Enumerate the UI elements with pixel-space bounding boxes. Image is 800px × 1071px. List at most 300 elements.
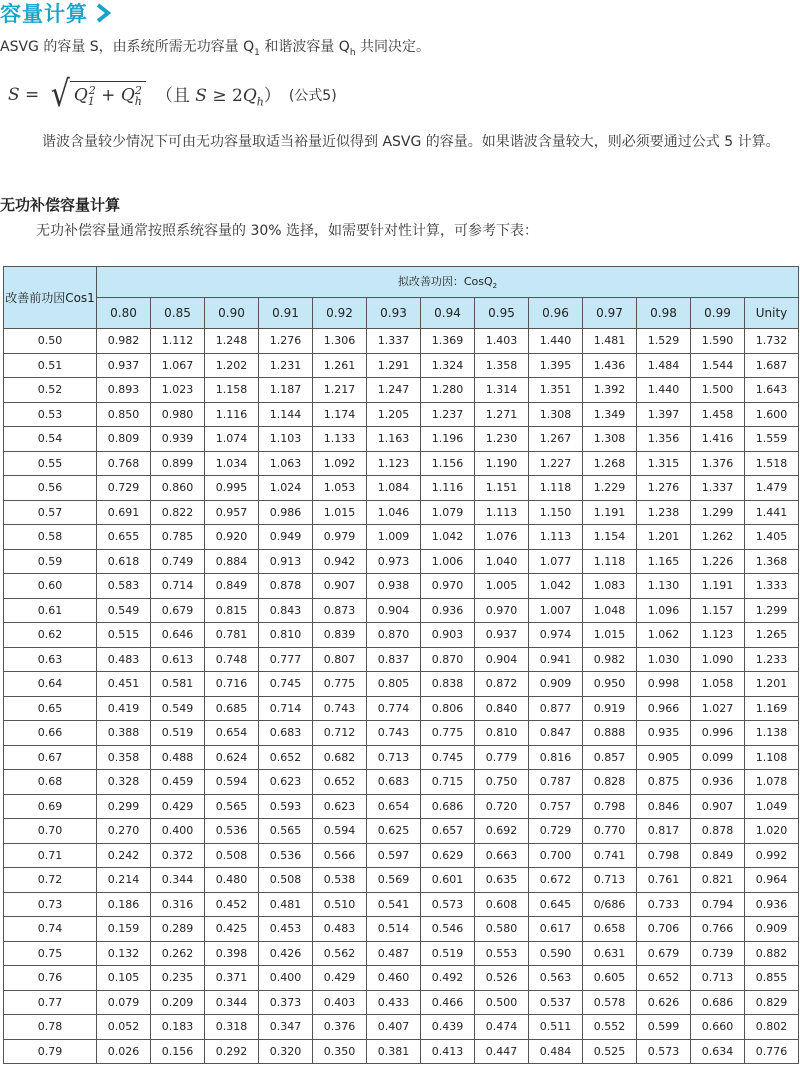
table-cell: 1.092 xyxy=(313,451,367,476)
table-cell: 0.569 xyxy=(367,868,421,893)
table-cell: 1.230 xyxy=(475,427,529,452)
square-root: √ $Q_1^2 + Q_h^2$ xyxy=(51,80,146,110)
table-cell: 1.333 xyxy=(745,574,799,599)
table-cell: 1.261 xyxy=(313,353,367,378)
section-heading xyxy=(0,0,112,26)
table-cell: 1.315 xyxy=(637,451,691,476)
table-cell: 0.525 xyxy=(583,1039,637,1064)
intro-sub-1: 1 xyxy=(254,47,260,58)
table-cell: 0.484 xyxy=(529,1039,583,1064)
table-cell: 0.519 xyxy=(151,721,205,746)
subsection-title: 无功补偿容量计算 xyxy=(0,196,121,214)
table-cell: 0.483 xyxy=(97,647,151,672)
table-cell: 0.381 xyxy=(367,1039,421,1064)
table-cell: 0.583 xyxy=(97,574,151,599)
row-power-factor: 0.57 xyxy=(4,500,97,525)
table-cell: 0.802 xyxy=(745,1015,799,1040)
table-cell: 1.027 xyxy=(691,696,745,721)
table-cell: 0.942 xyxy=(313,549,367,574)
table-cell: 0.373 xyxy=(259,990,313,1015)
table-cell: 0.909 xyxy=(529,672,583,697)
table-row xyxy=(4,1015,799,1040)
table-cell: 1.154 xyxy=(583,525,637,550)
table-cell: 1.150 xyxy=(529,500,583,525)
table-cell: 0.425 xyxy=(205,917,259,942)
table-cell: 1.544 xyxy=(691,353,745,378)
table-cell: 1.351 xyxy=(529,378,583,403)
table-cell: 1.042 xyxy=(529,574,583,599)
table-cell: 0.750 xyxy=(475,770,529,795)
table-cell: 0.950 xyxy=(583,672,637,697)
table-cell: 0.562 xyxy=(313,941,367,966)
table-cell: 0.242 xyxy=(97,843,151,868)
table-cell: 0.186 xyxy=(97,892,151,917)
table-cell: 0.679 xyxy=(637,941,691,966)
table-cell: 0/686 xyxy=(583,892,637,917)
table-cell: 1.308 xyxy=(583,427,637,452)
table-cell: 0.849 xyxy=(691,843,745,868)
table-cell: 1.049 xyxy=(745,794,799,819)
table-cell: 0.817 xyxy=(637,819,691,844)
table-cell: 0.328 xyxy=(97,770,151,795)
table-cell: 0.815 xyxy=(205,598,259,623)
table-cell: 0.672 xyxy=(529,868,583,893)
table-cell: 0.566 xyxy=(313,843,367,868)
table-cell: 0.995 xyxy=(205,476,259,501)
table-cell: 0.713 xyxy=(691,966,745,991)
table-cell: 1.077 xyxy=(529,549,583,574)
row-power-factor: 0.70 xyxy=(4,819,97,844)
row-power-factor: 0.59 xyxy=(4,549,97,574)
row-power-factor: 0.51 xyxy=(4,353,97,378)
table-row xyxy=(4,647,799,672)
table-row xyxy=(4,623,799,648)
row-power-factor: 0.62 xyxy=(4,623,97,648)
table-cell: 1.201 xyxy=(637,525,691,550)
table-cell: 1.248 xyxy=(205,329,259,354)
table-cell: 0.347 xyxy=(259,1015,313,1040)
table-cell: 0.565 xyxy=(205,794,259,819)
table-cell: 0.875 xyxy=(637,770,691,795)
table-cell: 0.745 xyxy=(259,672,313,697)
table-cell: 1.291 xyxy=(367,353,421,378)
row-power-factor: 0.50 xyxy=(4,329,97,354)
table-cell: 1.053 xyxy=(313,476,367,501)
table-cell: 0.785 xyxy=(151,525,205,550)
column-header: 0.95 xyxy=(475,298,529,329)
table-row xyxy=(4,329,799,354)
table-cell: 0.371 xyxy=(205,966,259,991)
table-cell: 0.519 xyxy=(421,941,475,966)
table-cell: 0.132 xyxy=(97,941,151,966)
table-cell: 0.745 xyxy=(421,745,475,770)
table-row xyxy=(4,770,799,795)
table-cell: 0.646 xyxy=(151,623,205,648)
table-cell: 0.937 xyxy=(475,623,529,648)
table-cell: 1.116 xyxy=(421,476,475,501)
table-cell: 0.289 xyxy=(151,917,205,942)
table-cell: 1.112 xyxy=(151,329,205,354)
table-cell: 0.358 xyxy=(97,745,151,770)
table-cell: 0.403 xyxy=(313,990,367,1015)
table-cell: 0.318 xyxy=(205,1015,259,1040)
table-cell: 0.743 xyxy=(367,721,421,746)
table-cell: 0.729 xyxy=(97,476,151,501)
table-cell: 1.368 xyxy=(745,549,799,574)
table-cell: 1.233 xyxy=(745,647,799,672)
table-cell: 1.518 xyxy=(745,451,799,476)
formula-tag: (公式5) xyxy=(288,88,337,104)
table-cell: 0.635 xyxy=(475,868,529,893)
table-cell: 0.429 xyxy=(313,966,367,991)
table-cell: 0.939 xyxy=(151,427,205,452)
table-row xyxy=(4,696,799,721)
table-cell: 1.190 xyxy=(475,451,529,476)
table-cell: 0.937 xyxy=(97,353,151,378)
table-cell: 1.441 xyxy=(745,500,799,525)
table-cell: 0.407 xyxy=(367,1015,421,1040)
table-cell: 0.843 xyxy=(259,598,313,623)
table-cell: 0.400 xyxy=(151,819,205,844)
table-cell: 1.238 xyxy=(637,500,691,525)
table-cell: 0.159 xyxy=(97,917,151,942)
table-cell: 0.913 xyxy=(259,549,313,574)
table-cell: 1.529 xyxy=(637,329,691,354)
table-cell: 0.549 xyxy=(97,598,151,623)
table-cell: 0.729 xyxy=(529,819,583,844)
table-cell: 0.419 xyxy=(97,696,151,721)
table-row xyxy=(4,598,799,623)
row-power-factor: 0.77 xyxy=(4,990,97,1015)
table-cell: 1.062 xyxy=(637,623,691,648)
row-power-factor: 0.67 xyxy=(4,745,97,770)
table-cell: 0.413 xyxy=(421,1039,475,1064)
column-header: Unity xyxy=(745,298,799,329)
table-cell: 1.337 xyxy=(691,476,745,501)
table-cell: 0.629 xyxy=(421,843,475,868)
table-cell: 0.870 xyxy=(367,623,421,648)
table-cell: 0.388 xyxy=(97,721,151,746)
table-body xyxy=(4,329,799,1064)
table-cell: 0.685 xyxy=(205,696,259,721)
table-cell: 0.654 xyxy=(367,794,421,819)
table-cell: 0.973 xyxy=(367,549,421,574)
table-cell: 1.299 xyxy=(745,598,799,623)
table-cell: 0.508 xyxy=(205,843,259,868)
table-cell: 0.350 xyxy=(313,1039,367,1064)
table-cell: 0.447 xyxy=(475,1039,529,1064)
table-cell: 0.936 xyxy=(421,598,475,623)
row-power-factor: 0.61 xyxy=(4,598,97,623)
table-cell: 0.920 xyxy=(205,525,259,550)
intro-post: 共同决定。 xyxy=(355,39,430,55)
table-cell: 0.839 xyxy=(313,623,367,648)
table-cell: 1.144 xyxy=(259,402,313,427)
table-row xyxy=(4,574,799,599)
table-cell: 0.996 xyxy=(691,721,745,746)
table-cell: 0.553 xyxy=(475,941,529,966)
row-power-factor: 0.63 xyxy=(4,647,97,672)
table-cell: 0.919 xyxy=(583,696,637,721)
table-cell: 0.156 xyxy=(151,1039,205,1064)
row-power-factor: 0.72 xyxy=(4,868,97,893)
table-cell: 1.130 xyxy=(637,574,691,599)
table-cell: 1.280 xyxy=(421,378,475,403)
table-cell: 0.657 xyxy=(421,819,475,844)
row-power-factor: 0.76 xyxy=(4,966,97,991)
table-cell: 0.209 xyxy=(151,990,205,1015)
table-cell: 0.599 xyxy=(637,1015,691,1040)
table-cell: 1.083 xyxy=(583,574,637,599)
table-cell: 0.966 xyxy=(637,696,691,721)
table-cell: 0.655 xyxy=(97,525,151,550)
table-cell: 0.809 xyxy=(97,427,151,452)
table-cell: 0.982 xyxy=(97,329,151,354)
table-cell: 1.138 xyxy=(745,721,799,746)
table-cell: 0.970 xyxy=(475,598,529,623)
table-cell: 0.452 xyxy=(205,892,259,917)
table-cell: 0.376 xyxy=(313,1015,367,1040)
table-cell: 0.720 xyxy=(475,794,529,819)
table-cell: 1.020 xyxy=(745,819,799,844)
table-cell: 0.426 xyxy=(259,941,313,966)
table-cell: 1.687 xyxy=(745,353,799,378)
table-cell: 0.787 xyxy=(529,770,583,795)
intro-mid: 和谐波容量 Q xyxy=(259,39,350,55)
table-cell: 0.538 xyxy=(313,868,367,893)
row-power-factor: 0.56 xyxy=(4,476,97,501)
chevron-right-icon xyxy=(94,3,112,23)
table-cell: 0.663 xyxy=(475,843,529,868)
table-row xyxy=(4,892,799,917)
table-cell: 0.873 xyxy=(313,598,367,623)
table-cell: 0.805 xyxy=(367,672,421,697)
table-cell: 0.882 xyxy=(745,941,799,966)
table-cell: 0.714 xyxy=(151,574,205,599)
table-cell: 0.320 xyxy=(259,1039,313,1064)
table-cell: 0.683 xyxy=(259,721,313,746)
table-cell: 0.850 xyxy=(97,402,151,427)
column-header: 0.80 xyxy=(97,298,151,329)
table-cell: 1.314 xyxy=(475,378,529,403)
table-cell: 1.058 xyxy=(691,672,745,697)
table-cell: 0.775 xyxy=(313,672,367,697)
table-row xyxy=(4,402,799,427)
table-cell: 0.549 xyxy=(151,696,205,721)
table-cell: 1.067 xyxy=(151,353,205,378)
table-row xyxy=(4,966,799,991)
table-row xyxy=(4,794,799,819)
table-cell: 0.536 xyxy=(205,819,259,844)
table-cell: 0.299 xyxy=(97,794,151,819)
table-cell: 1.500 xyxy=(691,378,745,403)
table-cell: 1.229 xyxy=(583,476,637,501)
table-cell: 0.777 xyxy=(259,647,313,672)
table-cell: 0.974 xyxy=(529,623,583,648)
table-cell: 0.781 xyxy=(205,623,259,648)
table-cell: 0.837 xyxy=(367,647,421,672)
table-cell: 0.878 xyxy=(259,574,313,599)
table-cell: 1.133 xyxy=(313,427,367,452)
table-cell: 1.276 xyxy=(259,329,313,354)
table-cell: 0.860 xyxy=(151,476,205,501)
table-cell: 1.337 xyxy=(367,329,421,354)
table-cell: 0.453 xyxy=(259,917,313,942)
table-cell: 1.306 xyxy=(313,329,367,354)
table-cell: 1.024 xyxy=(259,476,313,501)
row-power-factor: 0.71 xyxy=(4,843,97,868)
column-header: 0.97 xyxy=(583,298,637,329)
table-cell: 1.202 xyxy=(205,353,259,378)
table-cell: 0.846 xyxy=(637,794,691,819)
table-cell: 1.397 xyxy=(637,402,691,427)
table-cell: 1.349 xyxy=(583,402,637,427)
table-cell: 1.151 xyxy=(475,476,529,501)
table-cell: 1.369 xyxy=(421,329,475,354)
column-header: 0.93 xyxy=(367,298,421,329)
table-cell: 0.183 xyxy=(151,1015,205,1040)
table-cell: 0.700 xyxy=(529,843,583,868)
table-cell: 0.487 xyxy=(367,941,421,966)
table-cell: 0.235 xyxy=(151,966,205,991)
table-cell: 0.626 xyxy=(637,990,691,1015)
table-cell: 0.372 xyxy=(151,843,205,868)
group-header xyxy=(97,267,799,298)
table-cell: 1.484 xyxy=(637,353,691,378)
table-cell: 0.026 xyxy=(97,1039,151,1064)
table-cell: 0.798 xyxy=(637,843,691,868)
table-cell: 1.403 xyxy=(475,329,529,354)
table-row xyxy=(4,500,799,525)
table-cell: 0.816 xyxy=(529,745,583,770)
row-power-factor: 0.75 xyxy=(4,941,97,966)
paragraph-text: 谐波含量较少情况下可由无功容量取适当裕量近似得到 ASVG 的容量。如果谐波含量较大，则必须要通过公式 5 计算。 xyxy=(42,134,780,150)
table-cell: 0.775 xyxy=(421,721,475,746)
table-cell: 1.268 xyxy=(583,451,637,476)
table-cell: 0.905 xyxy=(637,745,691,770)
table-cell: 0.526 xyxy=(475,966,529,991)
table-cell: 0.712 xyxy=(313,721,367,746)
table-cell: 1.299 xyxy=(691,500,745,525)
table-cell: 1.046 xyxy=(367,500,421,525)
table-cell: 1.015 xyxy=(583,623,637,648)
table-cell: 0.761 xyxy=(637,868,691,893)
table-cell: 0.907 xyxy=(313,574,367,599)
table-cell: 1.416 xyxy=(691,427,745,452)
table-cell: 1.276 xyxy=(637,476,691,501)
column-header: 0.90 xyxy=(205,298,259,329)
table-cell: 0.748 xyxy=(205,647,259,672)
table-cell: 0.645 xyxy=(529,892,583,917)
column-header-row xyxy=(4,298,799,329)
table-cell: 0.594 xyxy=(313,819,367,844)
table-cell: 0.508 xyxy=(259,868,313,893)
column-header: 0.92 xyxy=(313,298,367,329)
table-cell: 0.500 xyxy=(475,990,529,1015)
table-cell: 0.481 xyxy=(259,892,313,917)
table-cell: 0.601 xyxy=(421,868,475,893)
table-cell: 1.079 xyxy=(421,500,475,525)
table-cell: 0.935 xyxy=(637,721,691,746)
table-cell: 0.909 xyxy=(745,917,799,942)
row-power-factor: 0.68 xyxy=(4,770,97,795)
table-cell: 1.395 xyxy=(529,353,583,378)
table-cell: 0.855 xyxy=(745,966,799,991)
table-cell: 1.187 xyxy=(259,378,313,403)
table-cell: 0.052 xyxy=(97,1015,151,1040)
table-cell: 1.226 xyxy=(691,549,745,574)
table-cell: 1.324 xyxy=(421,353,475,378)
table-cell: 0.105 xyxy=(97,966,151,991)
table-cell: 1.165 xyxy=(637,549,691,574)
table-cell: 0.552 xyxy=(583,1015,637,1040)
table-cell: 0.828 xyxy=(583,770,637,795)
table-cell: 0.578 xyxy=(583,990,637,1015)
table-cell: 1.090 xyxy=(691,647,745,672)
table-cell: 1.267 xyxy=(529,427,583,452)
table-cell: 1.009 xyxy=(367,525,421,550)
table-cell: 0.683 xyxy=(367,770,421,795)
intro-text xyxy=(0,36,430,58)
row-power-factor: 0.58 xyxy=(4,525,97,550)
table-cell: 0.872 xyxy=(475,672,529,697)
subsection-text: 无功补偿容量通常按照系统容量的 30% 选择，如需要针对性计算，可参考下表： xyxy=(36,223,539,239)
table-cell: 0.563 xyxy=(529,966,583,991)
table-cell: 0.474 xyxy=(475,1015,529,1040)
table-cell: 0.608 xyxy=(475,892,529,917)
row-power-factor: 0.74 xyxy=(4,917,97,942)
table-cell: 1.201 xyxy=(745,672,799,697)
table-cell: 0.779 xyxy=(475,745,529,770)
table-cell: 0.605 xyxy=(583,966,637,991)
table-cell: 0.618 xyxy=(97,549,151,574)
intro-pre: ASVG 的容量 S，由系统所需无功容量 Q xyxy=(0,39,255,55)
table-cell: 0.713 xyxy=(367,745,421,770)
table-cell: 0.877 xyxy=(529,696,583,721)
table-cell: 0.682 xyxy=(313,745,367,770)
table-cell: 0.451 xyxy=(97,672,151,697)
table-cell: 0.936 xyxy=(745,892,799,917)
table-row xyxy=(4,917,799,942)
table-cell: 0.344 xyxy=(205,990,259,1015)
table-cell: 1.231 xyxy=(259,353,313,378)
table-cell: 0.770 xyxy=(583,819,637,844)
table-cell: 1.479 xyxy=(745,476,799,501)
table-cell: 1.123 xyxy=(367,451,421,476)
table-cell: 0.515 xyxy=(97,623,151,648)
table-cell: 1.078 xyxy=(745,770,799,795)
table-cell: 1.074 xyxy=(205,427,259,452)
table-cell: 1.096 xyxy=(637,598,691,623)
table-cell: 1.048 xyxy=(583,598,637,623)
table-cell: 0.949 xyxy=(259,525,313,550)
table-cell: 1.063 xyxy=(259,451,313,476)
table-cell: 1.158 xyxy=(205,378,259,403)
table-cell: 0.565 xyxy=(259,819,313,844)
table-cell: 0.460 xyxy=(367,966,421,991)
table-cell: 1.040 xyxy=(475,549,529,574)
table-cell: 0.623 xyxy=(313,794,367,819)
table-cell: 0.938 xyxy=(367,574,421,599)
table-cell: 1.440 xyxy=(529,329,583,354)
table-cell: 0.893 xyxy=(97,378,151,403)
table-cell: 1.559 xyxy=(745,427,799,452)
table-cell: 1.217 xyxy=(313,378,367,403)
table-cell: 0.439 xyxy=(421,1015,475,1040)
table-cell: 0.613 xyxy=(151,647,205,672)
table-cell: 1.157 xyxy=(691,598,745,623)
table-cell: 0.810 xyxy=(259,623,313,648)
